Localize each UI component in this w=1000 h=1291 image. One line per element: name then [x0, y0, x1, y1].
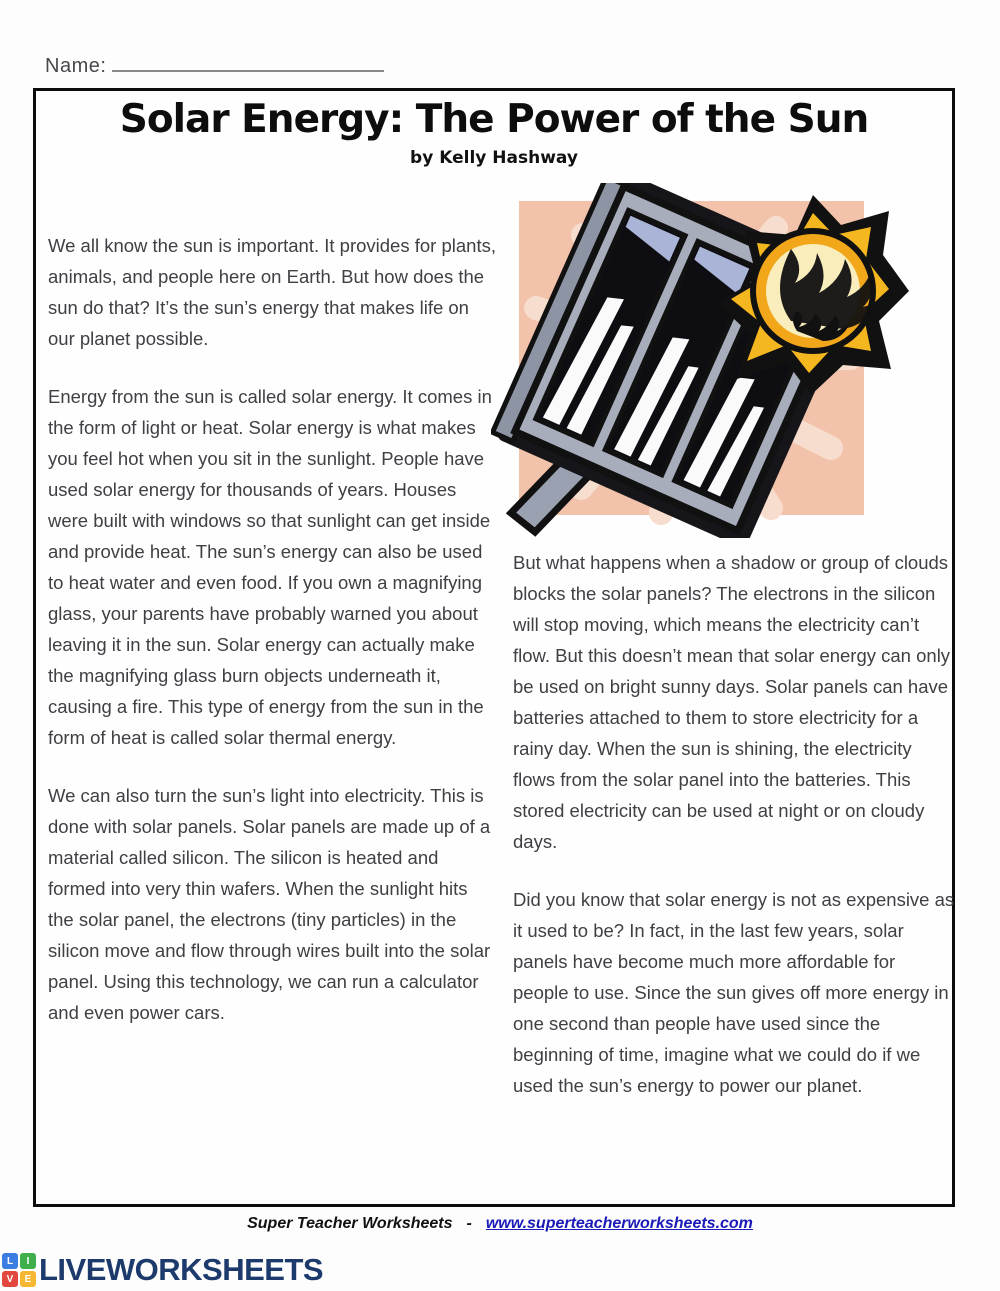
- superteacherworksheets-link[interactable]: www.superteacherworksheets.com: [485, 1215, 753, 1232]
- separator: -: [466, 1215, 472, 1232]
- byline: by Kelly Hashway: [410, 148, 578, 168]
- liveworksheets-logo: [2, 1252, 323, 1288]
- paragraph-5: Did you know that solar energy is not as expensive as it used to be? In fact, in the last few years, solar panels have become much more affordable for people to use. Since the sun gives off more energy in one second than people have used since the beginning of time, imagine what we could do if we used the sun’s energy to power our planet.: [513, 889, 955, 1096]
- paragraph-2: Energy from the sun is called solar energy. It comes in the form of light or heat. Solar energy is what makes you feel hot when you sit in the sunlight. People have used solar energy for thousands of years. Houses were built with windows so that sunlight can get inside and provide heat. The sun’s energy can also be used to heat water and even food. If you own a magnifying glass, your parents have probably warned you about leaving it in the sun. Solar energy can actually make the magnifying glass burn objects underneath it, causing a fire. This type of energy from the sun in the form of heat is called solar thermal energy.: [48, 386, 492, 748]
- paragraph-4: But what happens when a shadow or group of clouds blocks the solar panels? The electrons in the silicon will stop moving, which means the electricity can’t flow. But this doesn’t mean that solar energy can only be used on bright sunny days. Solar panels can have batteries attached to them to store electricity for a rainy day. When the sun is shining, the electricity flows from the solar panel into the batteries. This stored electricity can be used at night or on cloudy days.: [513, 552, 951, 852]
- name-label: Name:: [45, 55, 107, 77]
- article-right-column: [513, 547, 955, 1128]
- liveworksheets-grid-icon: [2, 1253, 36, 1287]
- brand-text: Super Teacher Worksheets: [247, 1215, 453, 1232]
- worksheet-sheet: [33, 88, 955, 1207]
- article-left-column: [48, 230, 496, 1055]
- lw-letter-i: I: [20, 1253, 36, 1269]
- lw-letter-v: V: [2, 1271, 18, 1287]
- page-title: Solar Energy: The Power of the Sun: [119, 97, 869, 142]
- name-row: [45, 50, 384, 78]
- solar-panel-sun-illustration: [491, 183, 911, 538]
- paragraph-3: We can also turn the sun’s light into electricity. This is done with solar panels. Solar panels are made up of a material called silicon. The silicon is heated and formed into very thin wafers. When the sunlight hits the solar panel, the electrons (tiny particles) in the silicon move and flow through wires built into the solar panel. Using this technology, we can run a calculator and even power cars.: [48, 785, 491, 1023]
- credit-line: [0, 1215, 1000, 1233]
- paragraph-1: We all know the sun is important. It provides for plants, animals, and people here on Earth. But how does the sun do that? It’s the sun’s energy that makes life on our planet possible.: [48, 235, 496, 349]
- lw-letter-e: E: [20, 1271, 36, 1287]
- lw-letter-l: L: [2, 1253, 18, 1269]
- name-blank-field[interactable]: [112, 50, 384, 72]
- liveworksheets-wordmark: LIVEWORKSHEETS: [39, 1252, 324, 1287]
